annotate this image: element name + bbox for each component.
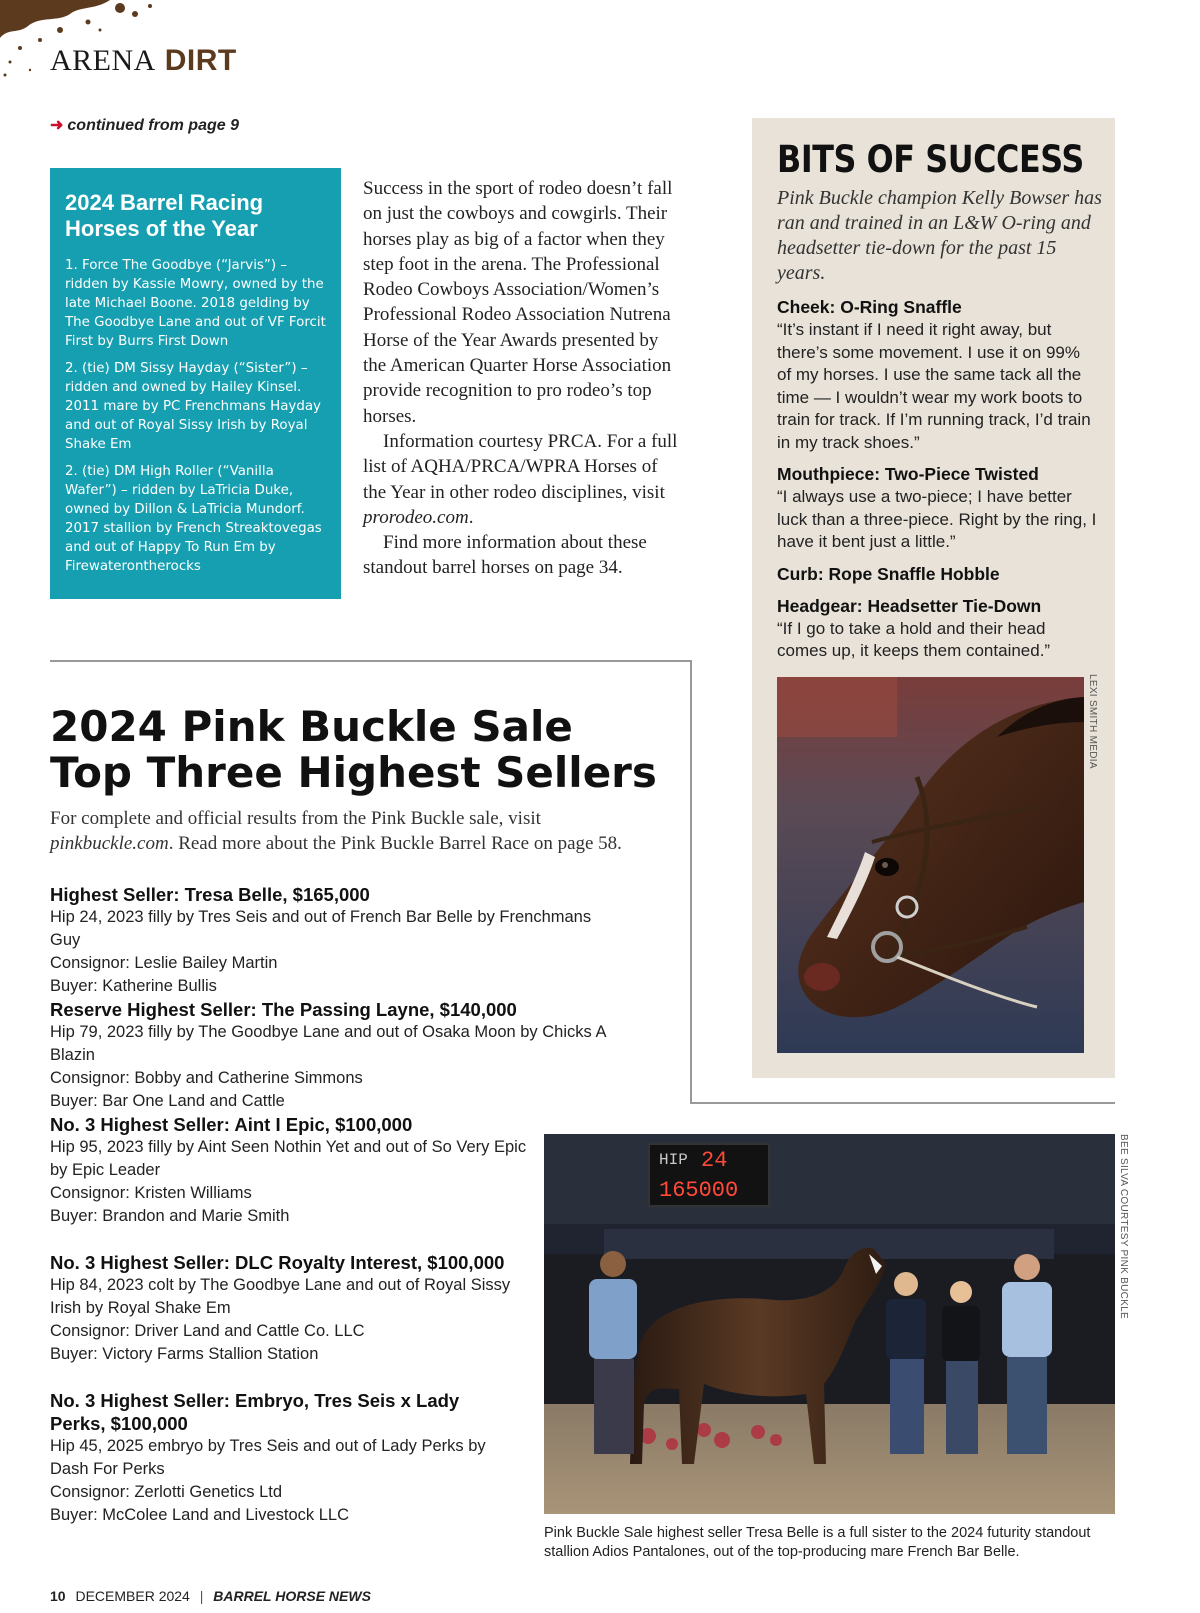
cheek-label: Cheek: O-Ring Snaffle [777,297,962,317]
horses-of-year-title: 2024 Barrel Racing Horses of the Year [65,190,264,241]
intro-paragraph: Success in the sport of rodeo doesn’t fall on just the cowboys and cowgirls. Their horses play as big of a factor when they step foot in the arena. The Professional Rodeo Cowboys Association/Women’s Professional Rodeo Association Nutrena Horse of the Year Awards presented by the American Quarter Horse Association provide recognition to pro rodeo’s top horses. [363,178,673,427]
bits-title: BITS OF SUCCESS [777,138,1084,181]
masthead-word-arena: ARENA [50,44,156,77]
seller-entry [50,1389,500,1527]
bits-of-success-box [752,118,1115,1078]
divider-bottom [690,1102,1115,1104]
intro-paragraph: Information courtesy PRCA. For a full list of AQHA/PRCA/WPRA Horses of the Year in other rodeo disciplines, visit prorodeo.com. [363,430,678,528]
headgear-label: Headgear: Headsetter Tie-Down [777,595,1042,616]
seller-entry [50,1251,530,1366]
seller-consignor: Consignor: Zerlotti Genetics Ltd [50,1483,283,1501]
continued-note[interactable] [50,115,239,135]
prorodeo-link[interactable]: prorodeo.com [363,506,469,528]
section-masthead [50,44,237,78]
seller-description: Hip 24, 2023 filly by Tres Seis and out of French Bar Belle by Frenchmans Guy [50,908,592,949]
seller-consignor: Consignor: Bobby and Catherine Simmons [50,1069,363,1087]
seller-description: Hip 45, 2025 embryo by Tres Seis and out of Lady Perks by Dash For Perks [50,1437,486,1478]
seller-entry [50,883,592,998]
horses-of-year-item: 1. Force The Goodbye (“Jarvis”) – ridden by Kassie Mowry, owned by the late Michael Boone. 2018 gelding by The Goodbye Lane and out of VF Forcit First by Burrs First Down [65,258,326,349]
seller-buyer: Buyer: Victory Farms Stallion Station [50,1345,319,1363]
publication-name: BARREL HORSE NEWS [213,1588,371,1604]
seller-consignor: Consignor: Driver Land and Cattle Co. LLC [50,1322,365,1340]
scoreboard-hip-number: 24 [701,1148,728,1173]
page-number: 10 [50,1588,66,1604]
sale-intro: For complete and official results from the Pink Buckle sale, visit pinkbuckle.com. Read more about the Pink Buckle Barrel Race on page 58. [50,808,622,854]
masthead-word-dirt: DIRT [164,44,237,77]
arrow-right-icon: ➜ [50,117,64,134]
seller-buyer: Buyer: Brandon and Marie Smith [50,1207,290,1225]
seller-title: No. 3 Highest Seller: Aint I Epic, $100,000 [50,1114,413,1135]
bits-details [777,296,1097,672]
horses-of-year-item: 2. (tie) DM Sissy Hayday (“Sister”) – ridden and owned by Hailey Kinsel. 2011 mare by PC Frenchmans Hayday and out of Royal Sissy Irish by Royal Shake Em [65,361,321,452]
horses-of-year-item: 2. (tie) DM High Roller (“Vanilla Wafer”) – ridden by LaTricia Duke, owned by Dillon & LaTricia Mundorf. 2017 stallion by French Streaktovegas and out of Happy To Run Em by Firewaterontherocks [65,464,322,574]
seller-description: Hip 79, 2023 filly by The Goodbye Lane and out of Osaka Moon by Chicks A Blazin [50,1023,606,1064]
seller-description: Hip 84, 2023 colt by The Goodbye Lane and out of Royal Sissy Irish by Royal Shake Em [50,1276,511,1317]
seller-consignor: Consignor: Leslie Bailey Martin [50,954,278,972]
seller-title: No. 3 Highest Seller: Embryo, Tres Seis x Lady Perks, $100,000 [50,1390,460,1434]
seller-consignor: Consignor: Kristen Williams [50,1184,252,1202]
horse-photo-credit: LEXI SMITH MEDIA [1087,674,1098,769]
horses-of-year-box [50,168,341,599]
auction-photo-caption: Pink Buckle Sale highest seller Tresa Belle is a full sister to the 2024 futurity standout stallion Adios Pantalones, out of the top-producing mare French Bar Belle. [544,1525,1091,1560]
footer-separator: | [199,1588,204,1604]
issue-date: DECEMBER 2024 [75,1588,190,1604]
headgear-quote: “If I go to take a hold and their head comes up, it keeps them contained.” [777,618,1051,660]
pinkbuckle-link[interactable]: pinkbuckle.com [50,833,169,854]
mouthpiece-quote: “I always use a two-piece; I have better luck than a three-piece. Right by the ring, I have it bent just a little.” [777,487,1097,551]
seller-title: Highest Seller: Tresa Belle, $165,000 [50,884,370,905]
scoreboard-hip-label: HIP [659,1151,688,1169]
auction-photo-credit: BEE SILVA COURTESY PINK BUCKLE [1118,1134,1129,1319]
bits-lede: Pink Buckle champion Kelly Bowser has ran and trained in an L&W O-ring and headsetter tie-down for the past 15 years. [777,187,1102,284]
page-footer [50,1588,371,1604]
intro-paragraph: Find more information about these standout barrel horses on page 34. [363,532,647,579]
seller-buyer: Buyer: McColee Land and Livestock LLC [50,1506,349,1524]
cheek-quote: “It’s instant if I need it right away, but there’s some movement. I use it on 99% of my horses. I use the same tack all the time — I wouldn’t wear my work boots to train for track. If I’m running track, I’d train in my track shoes.” [777,320,1091,452]
horse-bridle-photo [777,677,1084,1053]
continued-text: continued from page 9 [67,117,239,134]
seller-title: Reserve Highest Seller: The Passing Layne, $140,000 [50,999,517,1020]
seller-description: Hip 95, 2023 filly by Aint Seen Nothin Yet and out of So Very Epic by Epic Leader [50,1138,527,1179]
divider-top [50,660,692,662]
auction-photo [544,1134,1115,1514]
seller-entry [50,998,606,1113]
seller-buyer: Buyer: Katherine Bullis [50,977,217,995]
sale-title: 2024 Pink Buckle Sale Top Three Highest Sellers [50,702,657,797]
seller-buyer: Buyer: Bar One Land and Cattle [50,1092,285,1110]
divider-right [690,660,692,1104]
intro-article [363,176,683,581]
scoreboard-price: 165000 [659,1178,739,1203]
mouthpiece-label: Mouthpiece: Two-Piece Twisted [777,464,1039,484]
seller-title: No. 3 Highest Seller: DLC Royalty Interest, $100,000 [50,1252,505,1273]
seller-entry [50,1113,530,1228]
curb-label: Curb: Rope Snaffle Hobble [777,563,1000,584]
